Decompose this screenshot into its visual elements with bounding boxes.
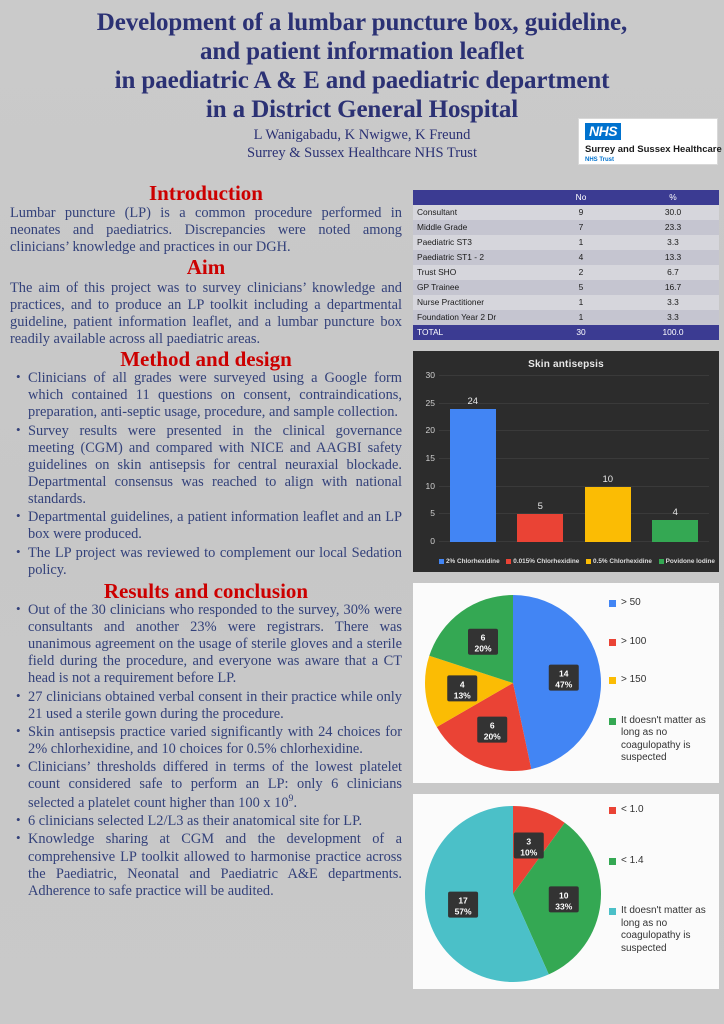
bar-value-label: 10: [602, 473, 614, 485]
legend-item: [609, 597, 715, 610]
introduction-body: Lumbar puncture (LP) is a common procedure performed in neonates and paediatrics. Discrepancies were noted among clinicians’ knowledge and practices in our DGH.: [10, 205, 402, 256]
legend-label: It doesn't matter as long as no coagulopathy is suspected: [621, 905, 706, 954]
legend-label: < 1.4: [621, 854, 644, 866]
legend-item: [506, 558, 579, 565]
list-item: • Survey results were presented in the clinical governance meeting (CGM) and compared with NICE and AAGBI safety guidelines on skin antisepsis for central neuraxial blockade. Departmental consensus was reached to align with national standards.: [28, 423, 402, 509]
title-line-3: in paediatric A & E and paediatric department: [114, 67, 610, 94]
bar-value-label: 24: [467, 396, 479, 408]
table-total-row: [413, 325, 719, 340]
list-item: • Knowledge sharing at CGM and the development of a comprehensive LP toolkit allowed to harmonise practice across the Paediatric, Neonatal and Paediatric A&E departments. Adherence to safe practice will be audited.: [28, 831, 402, 900]
cell-pct: 23.3: [627, 220, 719, 235]
column-header-pct: %: [627, 190, 719, 205]
table-row: [413, 250, 719, 265]
pie-slice-value: 3: [526, 836, 532, 847]
legend-item: [609, 855, 715, 868]
legend-label: > 50: [621, 597, 641, 608]
table-header-row: [413, 190, 719, 205]
pie-slice-value: 4: [459, 679, 465, 690]
aim-body: The aim of this project was to survey clinicians’ knowledge and practices, and to produce an LP toolkit including a departmental guideline, patient information leaflet, and a lumbar puncture box readily available across all paediatric areas.: [10, 279, 402, 347]
column-header-grade: [413, 190, 535, 205]
pie-slice-percent: 13%: [453, 690, 471, 701]
pie-slice-percent: 47%: [555, 679, 573, 690]
cell-grade: Paediatric ST3: [413, 235, 535, 250]
pie-slice-percent: 10%: [520, 847, 538, 858]
y-axis-tick: 10: [425, 480, 435, 491]
legend-label: 0.015% Chlorhexidine: [513, 558, 580, 565]
bar-value-label: 5: [537, 501, 543, 513]
pie-chart-platelet-threshold: [413, 583, 719, 783]
table-row: [413, 235, 719, 250]
legend-item: [439, 558, 500, 565]
legend-swatch-icon: [609, 600, 616, 607]
cell-pct: 30.0: [627, 205, 719, 220]
y-axis-tick: 15: [425, 453, 435, 463]
cell-no: 1: [535, 310, 627, 325]
cell-no: 7: [535, 220, 627, 235]
title-line-4: in a District General Hospital: [205, 96, 519, 123]
pie-slice-percent: 20%: [474, 643, 492, 654]
title-line-1: Development of a lumbar puncture box, guideline,: [96, 9, 628, 36]
table-row: [413, 265, 719, 280]
legend-swatch-icon: [586, 559, 591, 564]
cell-no: 5: [535, 280, 627, 295]
chart-title: Skin antisepsis: [528, 359, 604, 370]
nhs-logo: [578, 118, 722, 165]
y-axis-tick: 0: [430, 536, 435, 546]
section-heading-aim: Aim: [186, 255, 226, 280]
pie-slice-percent: 20%: [483, 731, 501, 742]
table-row: [413, 220, 719, 235]
cell-pct: 3.3: [627, 310, 719, 325]
bar-rect: [652, 520, 698, 542]
legend-label: 0.5% Chlorhexidine: [593, 558, 652, 565]
bar-chart-skin-antisepsis: [413, 351, 719, 572]
legend-item: [609, 804, 715, 817]
legend-label: It doesn't matter as long as no coagulopathy is suspected: [621, 714, 706, 763]
legend-swatch-icon: [506, 559, 511, 564]
bar-rect: [517, 514, 563, 542]
list-item: • Clinicians’ thresholds differed in terms of the lowest platelet count considered safe to perform an LP: only 6 clinicians selected a platelet count higher than 100 x $10^9$.: [28, 759, 402, 812]
bar-item: [652, 376, 698, 542]
legend-swatch-icon: [609, 807, 616, 814]
list-item: • 27 clinicians obtained verbal consent in their practice while only 21 used a sterile gown during the procedure.: [28, 689, 402, 723]
legend-item: [609, 636, 715, 649]
cell-grade: GP Trainee: [413, 280, 535, 295]
cell-no: 4: [535, 250, 627, 265]
pie-slice-value: 17: [458, 895, 468, 906]
table-row: [413, 295, 719, 310]
legend-label: Povidone Iodine: [665, 558, 715, 565]
cell-total-label: TOTAL: [413, 325, 535, 340]
legend-item: [609, 674, 715, 687]
bar-rect: [585, 487, 631, 542]
y-axis-tick: 20: [425, 425, 435, 436]
section-heading-method: Method and design: [120, 347, 292, 372]
cell-pct: 3.3: [627, 295, 719, 310]
legend-swatch-icon: [659, 559, 664, 564]
pie-chart-2-legend: [609, 804, 715, 985]
title-line-2: and patient information leaflet: [200, 38, 524, 65]
pie-svg: [421, 802, 605, 986]
table-row: [413, 310, 719, 325]
bar-item: [585, 376, 631, 542]
pie-slice-value: 10: [559, 890, 569, 901]
legend-swatch-icon: [609, 718, 616, 725]
bar-chart-plot-area: [425, 370, 709, 546]
cell-total-no: 30: [535, 325, 627, 340]
page-title: [0, 0, 724, 124]
legend-label: > 150: [621, 674, 647, 685]
table-footer: [413, 325, 719, 340]
pie-slice-percent: 57%: [454, 906, 472, 917]
bar-value-label: 4: [672, 506, 678, 518]
pie-chart-1-legend: [609, 593, 715, 779]
bar-chart-legend: [439, 558, 715, 565]
bar-item: [450, 376, 496, 542]
cell-pct: 13.3: [627, 250, 719, 265]
legend-item: [659, 558, 715, 565]
legend-swatch-icon: [609, 908, 616, 915]
bar-series: [439, 376, 709, 542]
grades-table: [413, 190, 719, 340]
author-names: L Wanigabadu, K Nwigwe, K Freund: [253, 127, 471, 143]
cell-total-pct: 100.0: [627, 325, 719, 340]
nhs-trust-sub: NHS Trust: [585, 157, 615, 163]
cell-pct: 16.7: [627, 280, 719, 295]
cell-grade: Foundation Year 2 Dr: [413, 310, 535, 325]
legend-swatch-icon: [609, 858, 616, 865]
y-axis-tick: 5: [430, 508, 435, 519]
section-heading-results: Results and conclusion: [103, 578, 309, 603]
cell-grade: Paediatric ST1 - 2: [413, 250, 535, 265]
pie-slice-value: 14: [559, 668, 569, 679]
cell-pct: 6.7: [627, 265, 719, 280]
pie-svg: [421, 591, 605, 775]
cell-no: 1: [535, 235, 627, 250]
cell-grade: Consultant: [413, 205, 535, 220]
list-item: • 6 clinicians selected L2/L3 as their anatomical site for LP.: [28, 813, 402, 830]
cell-grade: Trust SHO: [413, 265, 535, 280]
cell-no: 9: [535, 205, 627, 220]
cell-no: 2: [535, 265, 627, 280]
nhs-trust-name: Surrey and Sussex Healthcare: [585, 144, 722, 155]
section-heading-introduction: Introduction: [149, 181, 263, 205]
list-item: • Departmental guidelines, a patient information leaflet and an LP box were produced.: [28, 509, 402, 543]
table-body: [413, 205, 719, 325]
left-column: [6, 182, 406, 901]
pie-slice-value: 6: [489, 720, 495, 731]
legend-item: [586, 558, 652, 565]
legend-label: 2% Chlorhexidine: [446, 558, 500, 565]
affiliation: Surrey & Sussex Healthcare NHS Trust: [247, 144, 477, 161]
cell-no: 1: [535, 295, 627, 310]
method-bullet-list: [6, 370, 406, 579]
nhs-wordmark-icon: NHS: [585, 123, 621, 140]
pie-chart-inr-threshold: [413, 794, 719, 989]
legend-label: > 100: [621, 635, 647, 647]
table-row: [413, 205, 719, 220]
table-header: [413, 190, 719, 205]
right-column: [413, 190, 719, 989]
cell-grade: Middle Grade: [413, 220, 535, 235]
pie-chart-2-canvas: [421, 802, 605, 989]
cell-grade: Nurse Practitioner: [413, 295, 535, 310]
pie-slice-percent: 33%: [555, 901, 573, 912]
pie-chart-1-canvas: [421, 591, 605, 780]
cell-pct: 3.3: [627, 235, 719, 250]
list-item: • The LP project was reviewed to complement our local Sedation policy.: [28, 545, 402, 579]
legend-item: [609, 905, 715, 955]
legend-swatch-icon: [439, 559, 444, 564]
column-header-no: No: [535, 190, 627, 205]
legend-label: < 1.0: [621, 804, 644, 815]
legend-item: [609, 715, 715, 765]
bar-item: [517, 376, 563, 542]
results-bullet-list: [6, 602, 406, 900]
pie-slice-value: 6: [480, 632, 486, 643]
list-item: • Skin antisepsis practice varied significantly with 24 choices for 2% chlorhexidine, and 10 choices for 0.5% chlorhexidine.: [28, 724, 402, 758]
list-item: • Out of the 30 clinicians who responded to the survey, 30% were consultants and another 23% were registrars. There was unanimous agreement on the usage of sterile gloves and a sterile field during the procedure, and everyone was aware that a CT head is not a requirement before LP.: [28, 602, 402, 688]
list-item: • Clinicians of all grades were surveyed using a Google form which contained 11 questions on consent, contraindications, preparation, anti-septic usage, procedure, and sample collection.: [28, 370, 402, 421]
legend-swatch-icon: [609, 639, 616, 646]
y-axis-tick: 25: [425, 397, 435, 408]
bar-rect: [450, 409, 496, 542]
table-row: [413, 280, 719, 295]
y-axis-tick: 30: [425, 370, 435, 380]
legend-swatch-icon: [609, 677, 616, 684]
